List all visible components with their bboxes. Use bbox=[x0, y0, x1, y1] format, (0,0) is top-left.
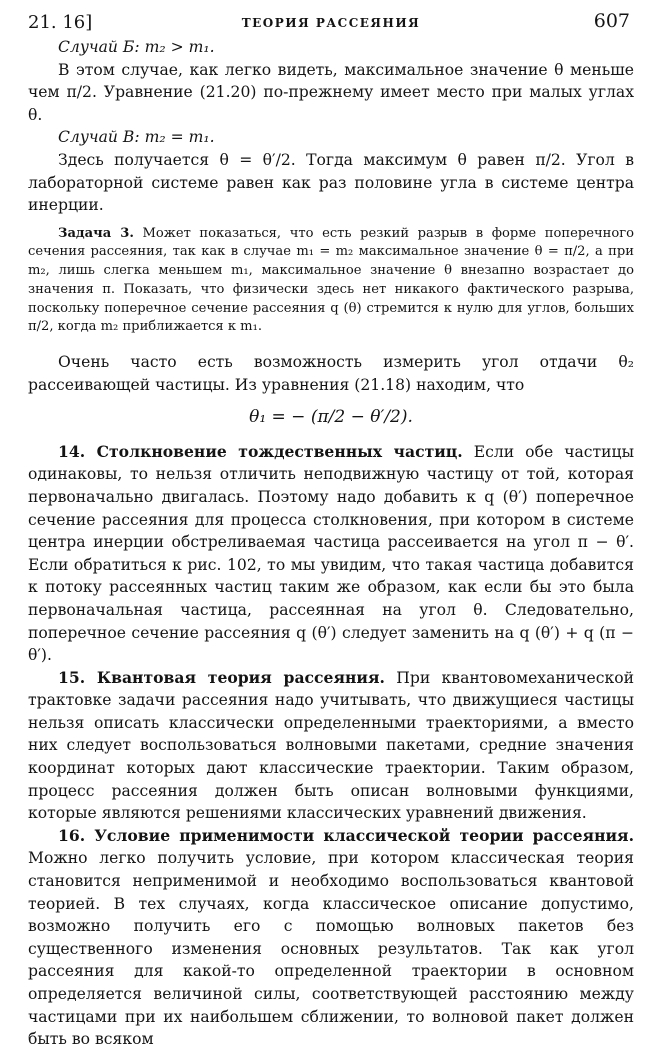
problem-3-text: Может показаться, что есть резкий разрыв в форме поперечного сечения рассеяния, так как в случае m₁ = m₂ максимальное значение θ = π/2, а при m₂, лишь слегка меньшем m₁, максимальное значение θ внезапно возрастает до значения π. Показать, что физически здесь нет никакого фактического разрыва, поскольку поперечное сечение рассеяния q (θ) стремится к нулю для углов, больших π/2, когда m₂ приближается к m₁. bbox=[28, 225, 634, 335]
section-16-title: 16. Условие применимости классической теории рассеяния. bbox=[58, 825, 634, 845]
case-b-label: Случай Б: m₂ > m₁. bbox=[58, 38, 215, 56]
problem-3 bbox=[28, 225, 634, 337]
page-number: 607 bbox=[593, 10, 630, 32]
section-15-text: При квантовомеханической трактовке задачи рассеяния надо учитывать, что движущиеся частицы нельзя описать классически определенными траекториями, а вместо них следует воспользоваться волновыми пакетами, средние значения координат которых дают классические траектории. Таким образом, процесс рассеяния должен быть описан волновыми функциями, которые являются решениями классических уравнений движения. bbox=[28, 668, 634, 823]
section-15-title: 15. Квантовая теория рассеяния. bbox=[58, 667, 385, 687]
case-v-label: Случай В: m₂ = m₁. bbox=[58, 128, 215, 147]
section-14 bbox=[28, 441, 634, 667]
case-v-paragraph: Здесь получается θ = θ′/2. Тогда максимум θ равен π/2. Угол в лабораторной системе равен как раз половине угла в системе центра инерции. bbox=[28, 150, 634, 215]
running-title: ТЕОРИЯ РАССЕЯНИЯ bbox=[241, 16, 421, 30]
recoil-paragraph: Очень часто есть возможность измерить угол отдачи θ₂ рассеивающей частицы. Из уравнения (21.18) находим, что bbox=[28, 352, 634, 394]
main-text bbox=[28, 36, 634, 1051]
section-16-text: Можно легко получить условие, при котором классическая теория становится неприменимой и необходимо воспользоваться квантовой теорией. В тех случаях, когда классическое описание допустимо, возможно получить его с помощью волновых пакетов без существенного изменения основных результатов. Так как угол рассеяния для какой-то определенной траектории в основном определяется величиной силы, соответствующей расстоянию между частицами при их наибольшем сближении, то волновой пакет должен быть во всяком bbox=[28, 849, 634, 1049]
case-b-paragraph: В этом случае, как легко видеть, максимальное значение θ меньше чем π/2. Уравнение (21.20) по-прежнему имеет место при малых углах θ. bbox=[28, 60, 634, 124]
section-16 bbox=[28, 825, 634, 1051]
running-header bbox=[28, 8, 634, 36]
section-15 bbox=[28, 667, 634, 825]
section-14-text: Если обе частицы одинаковы, то нельзя отличить неподвижную частицу от той, которая первоначально двигалась. Поэтому надо добавить к q (θ′) поперечное сечение рассеяния для процесса столкновения, при котором в системе центра инерции обстреливаемая частица рассеивается на угол π − θ′. Если обратиться к рис. 102, то мы увидим, что такая частица добавится к потоку рассеянных частиц таким же образом, как если бы это была первоначальная частица, рассеянная на угол θ. Следовательно, поперечное сечение рассеяния q (θ′) следует заменить на q (θ′) + q (π − θ′). bbox=[28, 442, 634, 665]
section-14-title: 14. Столкновение тождественных частиц. bbox=[58, 441, 463, 461]
problem-3-label: Задача 3. bbox=[58, 225, 134, 241]
recoil-formula: θ₁ = − (π/2 − θ′/2). bbox=[249, 407, 413, 428]
section-number: 21. 16] bbox=[28, 12, 93, 33]
